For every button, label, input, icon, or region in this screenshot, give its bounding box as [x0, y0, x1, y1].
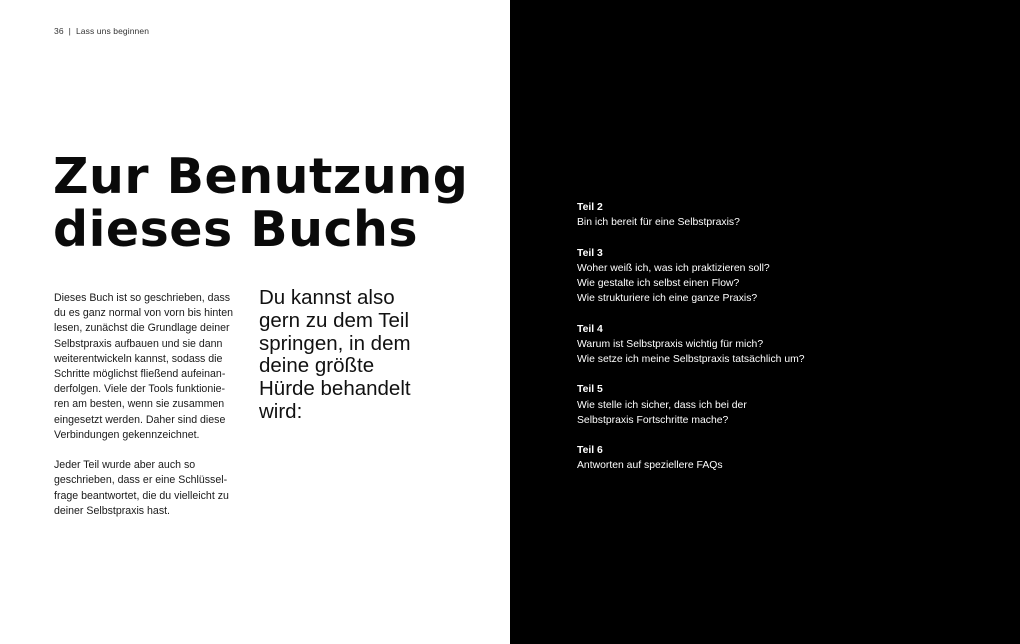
- toc-question: Selbstpraxis Fortschritte mache?: [577, 414, 729, 426]
- toc-heading: Teil 5: [577, 384, 603, 396]
- toc-section-teil-3: [577, 246, 877, 307]
- body-line: Selbstpraxis aufbauen und sie dann: [54, 337, 223, 350]
- toc-section-teil-2: [577, 200, 877, 230]
- running-header: [54, 26, 149, 36]
- toc-question: Wie gestalte ich selbst einen Flow?: [577, 278, 740, 289]
- body-line: Schritte möglichst fließend aufeinan-: [54, 368, 226, 381]
- page-title: [53, 150, 493, 256]
- toc-heading: Teil 6: [577, 445, 603, 457]
- body-text: [54, 291, 244, 519]
- toc-section-teil-4: [577, 322, 877, 368]
- body-line: lesen, zunächst die Grundlage deiner: [54, 322, 230, 335]
- pull-quote-line: deine größte: [259, 354, 375, 378]
- body-line: derfolgen. Viele der Tools funktionie-: [54, 383, 225, 396]
- body-line: du es ganz normal von vorn bis hinten: [54, 307, 234, 320]
- pull-quote-line: Du kannst also: [259, 286, 395, 309]
- toc-question: Warum ist Selbstpraxis wichtig für mich?: [577, 338, 764, 350]
- body-line: Verbindungen gekennzeichnet.: [54, 428, 200, 441]
- body-line: deiner Selbstpraxis hast.: [54, 504, 171, 517]
- body-line: geschrieben, dass er eine Schlüssel-: [54, 474, 228, 487]
- paragraph-gap: [54, 443, 244, 458]
- title-line: Zur Benutzung: [53, 148, 469, 205]
- pull-quote: [259, 287, 459, 424]
- toc-question: Antworten auf speziellere FAQs: [577, 460, 723, 472]
- body-line: weiterentwickeln kannst, sodass die: [54, 352, 223, 365]
- table-of-contents: [577, 200, 877, 489]
- body-line: ren am besten, wenn sie zusammen: [54, 398, 225, 411]
- body-line: Dieses Buch ist so geschrieben, dass: [54, 292, 231, 304]
- toc-question: Wie stelle ich sicher, dass ich bei der: [577, 399, 747, 411]
- toc-question: Wie setze ich meine Selbstpraxis tatsächlich um?: [577, 354, 805, 365]
- toc-section-teil-6: [577, 443, 877, 473]
- toc-question: Wie strukturiere ich eine ganze Praxis?: [577, 293, 758, 305]
- toc-question: Woher weiß ich, was ich praktizieren soll?: [577, 262, 770, 274]
- body-line: Jeder Teil wurde aber auch so: [54, 459, 196, 472]
- toc-heading: Teil 4: [577, 323, 603, 335]
- toc-heading: Teil 2: [577, 202, 603, 213]
- toc-question: Bin ich bereit für eine Selbstpraxis?: [577, 217, 740, 229]
- body-line: frage beantwortet, die du vielleicht zu: [54, 489, 229, 502]
- pull-quote-line: Hürde behandelt: [259, 377, 411, 401]
- header-separator: |: [68, 26, 71, 36]
- pull-quote-line: gern zu dem Teil: [259, 308, 410, 332]
- pull-quote-line: springen, in dem: [259, 331, 411, 355]
- page-number: 36: [54, 26, 64, 36]
- toc-heading: Teil 3: [577, 247, 603, 259]
- body-line: eingesetzt werden. Daher sind diese: [54, 413, 226, 426]
- title-line: dieses Buchs: [53, 201, 419, 258]
- toc-section-teil-5: [577, 382, 877, 428]
- chapter-name: Lass uns beginnen: [75, 26, 150, 36]
- pull-quote-line: wird:: [259, 399, 303, 423]
